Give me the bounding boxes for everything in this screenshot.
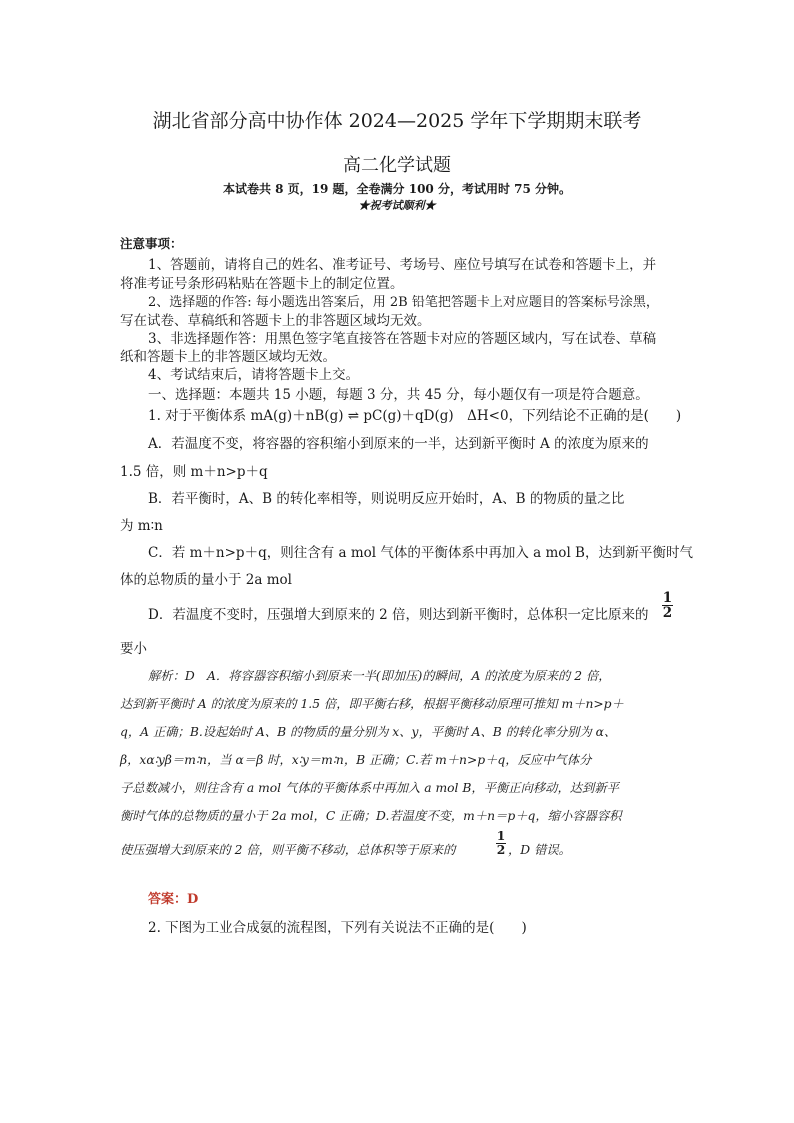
option-d-fraction [662,591,673,620]
option-c-line1: C．若 m＋n>p＋q，则往含有 a mol 气体的平衡体系中再加入 a mol B，达到新平衡时气 [148,545,693,561]
solution-line: 子总数减小，则往含有 a mol 气体的平衡体系中再加入 a mol B，平衡正向移动，达到新平 [120,781,619,795]
option-d-line1: D．若温度不变时，压强增大到原来的 2 倍，则达到新平衡时，总体积一定比原来的 [148,607,649,623]
section-heading: 一、选择题：本题共 15 小题，每题 3 分，共 45 分，每小题仅有一项是符合题意。 [148,387,649,403]
notice-line: 4、考试结束后，请将答题卡上交。 [148,367,360,383]
solution-fraction [496,830,506,857]
paper-title: 湖北省部分高中协作体 2024—2025 学年下学期期末联考 [152,110,642,132]
option-a-line1: A．若温度不变，将容器的容积缩小到原来的一半，达到新平衡时 A 的浓度为原来的 [148,436,649,452]
question-1-stem: 1. 对于平衡体系 mA(g)＋nB(g) ⇌ pC(g)＋qD(g) ΔH<0，下列结论不正确的是( ) [148,408,682,424]
notice-line: 纸和答题卡上的非答题区域均无效。 [120,349,336,365]
notice-heading: 注意事项： [120,236,183,251]
solution-line-end: ，D 错误。 [508,843,571,857]
option-b-line2: 为 m∶n [120,518,163,534]
question-2-stem: 2. 下图为工业合成氨的流程图，下列有关说法不正确的是( ) [148,920,527,936]
notice-line: 1、答题前，请将自己的姓名、准考证号、考场号、座位号填写在试卷和答题卡上，并 [148,257,657,273]
notice-line: 将准考证号条形码粘贴在答题卡上的制定位置。 [120,276,404,292]
notice-line: 2、选择题的作答: 每小题选出答案后，用 2B 铅笔把答题卡上对应题目的答案标号涂黑， [148,295,659,310]
paper-info: 本试卷共 8 页，19 题，全卷满分 100 分，考试用时 75 分钟。 [222,182,572,196]
option-c-line2: 体的总物质的量小于 2a mol [120,572,292,588]
option-d-line2: 要小 [120,641,147,657]
solution-line: q，A 正确；B.设起始时 A、B 的物质的量分别为 x、y，平衡时 A、B 的转化率分别为 α、 [120,725,617,739]
notice-line: 3、非选择题作答：用黑色签字笔直接答在答题卡对应的答题区域内，写在试卷、草稿 [148,331,657,347]
answer-label: 答案：D [148,892,199,907]
fraction-denominator: 2 [662,605,673,622]
solution-line: 衡时气体的总物质的量小于 2a mol，C 正确；D.若温度不变，m＋n＝p＋q，缩小容器容积 [120,809,622,823]
solution-line: 达到新平衡时 A 的浓度为原来的 1.5 倍，即平衡右移，根据平衡移动原理可推知 m＋n>p＋ [120,697,624,711]
paper-subtitle: 高二化学试题 [343,155,451,176]
option-b-line1: B．若平衡时，A、B 的转化率相等，则说明反应开始时，A、B 的物质的量之比 [148,491,625,507]
fraction-numerator: 1 [496,828,506,843]
solution-line: β，xα∶yβ＝m∶n，当 α＝β 时，x∶y＝m∶n，B 正确；C.若 m＋n>p＋q，反应中气体分 [120,753,592,767]
blessing-line: ★祝考试顺利★ [358,199,436,212]
notice-line: 写在试卷、草稿纸和答题卡上的非答题区域均无效。 [120,313,431,329]
fraction-numerator: 1 [662,590,673,606]
solution-line: 解析：D A．将容器容积缩小到原来一半(即加压)的瞬间，A 的浓度为原来的 2 倍， [148,669,611,683]
solution-line: 使压强增大到原来的 2 倍，则平衡不移动，总体积等于原来的 [120,843,456,857]
option-a-line2: 1.5 倍，则 m＋n>p＋q [120,464,268,480]
fraction-denominator: 2 [496,841,506,857]
